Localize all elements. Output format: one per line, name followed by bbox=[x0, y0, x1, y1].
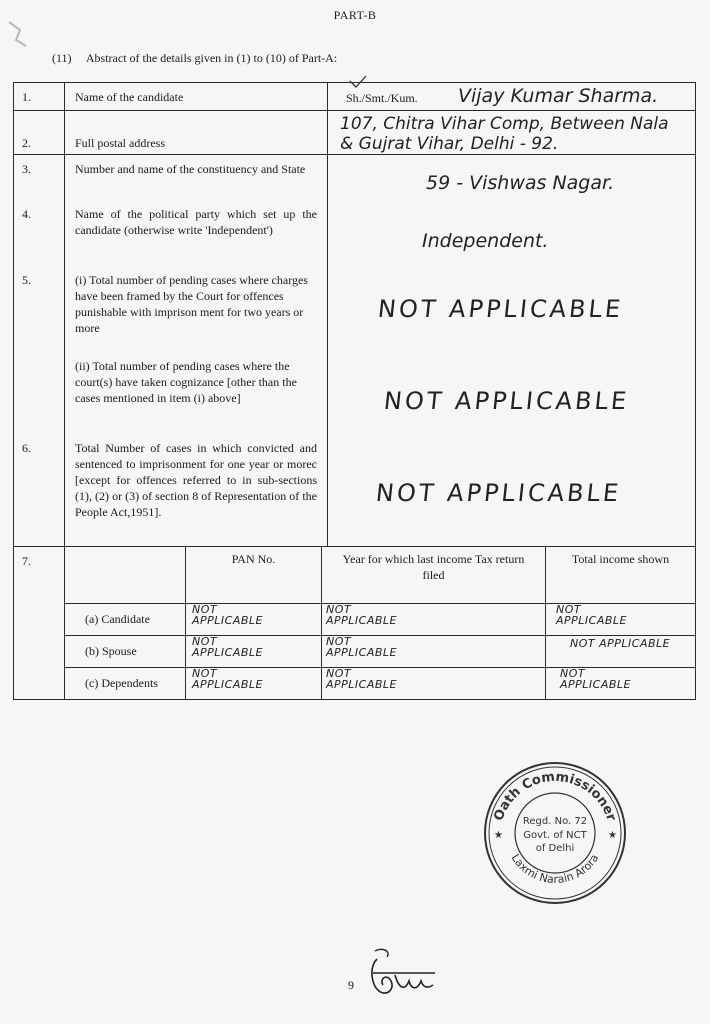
address-line-2: & Gujrat Vihar, Delhi - 92. bbox=[340, 134, 559, 154]
pan-header-row bbox=[65, 547, 695, 603]
stamp-lower-text: Laxmi Narain Arora bbox=[508, 851, 602, 887]
row-number: 4. bbox=[14, 200, 65, 266]
stamp-inner-line-2: Govt. of NCT bbox=[523, 830, 587, 841]
candidate-name-cell bbox=[328, 83, 696, 111]
paper-mark bbox=[6, 18, 32, 53]
row-number: 7. bbox=[14, 547, 65, 700]
tick-mark-icon bbox=[348, 75, 368, 89]
dependents-income: NOT APPLICABLE bbox=[546, 667, 696, 699]
party-value: Independent. bbox=[422, 230, 549, 252]
candidate-label: (a) Candidate bbox=[65, 603, 186, 635]
oath-commissioner-stamp bbox=[480, 758, 630, 908]
abstract-heading bbox=[52, 51, 337, 66]
row-number-blank bbox=[14, 352, 65, 422]
income-header: Total income shown bbox=[546, 547, 696, 603]
pending-cases-ii-value: NOT APPLICABLE bbox=[382, 387, 631, 415]
candidate-pan: NOT APPLICABLE bbox=[186, 603, 322, 635]
part-title: PART-B bbox=[333, 8, 377, 22]
row-postal-address bbox=[14, 111, 696, 155]
pending-cases-i-value: NOT APPLICABLE bbox=[376, 295, 625, 323]
row-constituency bbox=[14, 155, 696, 200]
row-number: 2. bbox=[14, 111, 65, 155]
stamp-outer-text: Oath Commissioner bbox=[491, 769, 619, 823]
svg-text:★: ★ bbox=[608, 830, 617, 841]
row-number: 6. bbox=[14, 422, 65, 547]
handwritten-signature bbox=[365, 945, 445, 1010]
dependents-row bbox=[65, 667, 695, 699]
pan-income-table bbox=[65, 547, 695, 699]
row-candidate-name bbox=[14, 83, 696, 111]
pan-header: PAN No. bbox=[186, 547, 322, 603]
candidate-row bbox=[65, 603, 695, 635]
candidate-name-value: Vijay Kumar Sharma. bbox=[458, 85, 659, 107]
svg-text:★: ★ bbox=[494, 830, 503, 841]
spouse-pan: NOT APPLICABLE bbox=[186, 635, 322, 667]
convictions-value: NOT APPLICABLE bbox=[374, 479, 623, 507]
row-number: 5. bbox=[14, 266, 65, 352]
svg-text:Laxmi Narain Arora bbox=[509, 852, 602, 886]
page-number: 9 bbox=[348, 978, 354, 992]
candidate-income: NOT APPLICABLE bbox=[546, 603, 696, 635]
row-label: (ii) Total number of pending cases where the court(s) have taken cognizance [other than the cases mentioned in item (i) above] bbox=[65, 352, 328, 422]
stamp-inner-line-1: Regd. No. 72 bbox=[522, 816, 588, 827]
abstract-title: Abstract of the details given in (1) to (10) of Part-A: bbox=[85, 51, 338, 65]
postal-address-cell bbox=[328, 111, 696, 155]
dependents-pan: NOT APPLICABLE bbox=[186, 667, 322, 699]
item-number: (11) bbox=[52, 51, 72, 65]
spouse-income: NOT APPLICABLE bbox=[546, 635, 696, 667]
dependents-label: (c) Dependents bbox=[65, 667, 186, 699]
address-line-1: 107, Chitra Vihar Comp, Between Nala bbox=[340, 114, 669, 134]
row-label: Name of the political party which set up the candidate (otherwise write 'Independent') bbox=[65, 200, 328, 266]
row-label: Total Number of cases in which convicted and sentenced to imprisonment for one year or morec [except for offences referred to in sub-sections (1), (2) or (3) of section 8 of Representation of the People Act,1951]. bbox=[65, 422, 328, 547]
row-label: (i) Total number of pending cases where charges have been framed by the Court for offences punishable with imprison ment for two years or more bbox=[65, 266, 328, 352]
row-label: Name of the candidate bbox=[65, 83, 328, 111]
dependents-tax-year: NOT APPLICABLE bbox=[322, 667, 546, 699]
constituency-value: 59 - Vishwas Nagar. bbox=[426, 172, 615, 194]
blank-header-cell bbox=[65, 547, 186, 603]
row-pan-income bbox=[14, 547, 696, 700]
stamp-inner-line-3: of Delhi bbox=[535, 843, 575, 854]
tax-year-header: Year for which last income Tax return filed bbox=[322, 547, 546, 603]
values-column bbox=[328, 155, 696, 547]
row-label: Full postal address bbox=[65, 111, 328, 155]
spouse-row bbox=[65, 635, 695, 667]
abstract-table bbox=[13, 82, 696, 700]
name-prefix: Sh./Smt./Kum. bbox=[346, 91, 418, 105]
spouse-tax-year: NOT APPLICABLE bbox=[322, 635, 546, 667]
pan-income-cell bbox=[65, 547, 696, 700]
spouse-label: (b) Spouse bbox=[65, 635, 186, 667]
row-number: 3. bbox=[14, 155, 65, 200]
row-label: Number and name of the constituency and State bbox=[65, 155, 328, 200]
row-number: 1. bbox=[14, 83, 65, 111]
candidate-tax-year: NOT APPLICABLE bbox=[322, 603, 546, 635]
